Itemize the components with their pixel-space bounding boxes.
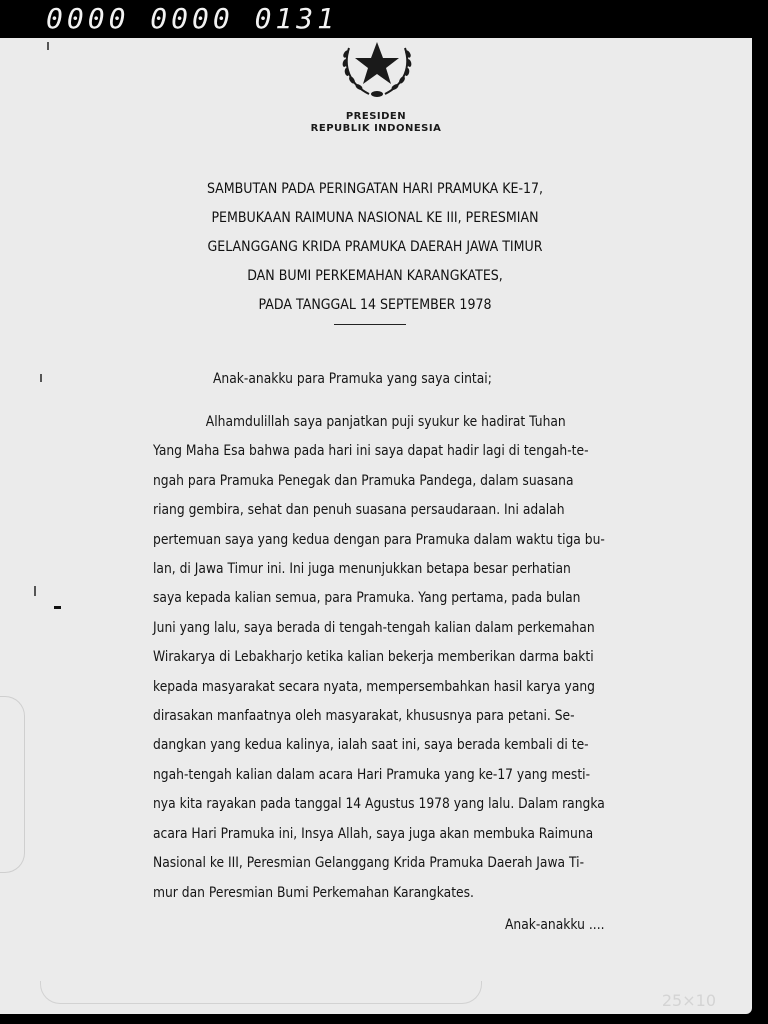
emblem-caption-line-1: PRESIDEN	[345, 111, 407, 122]
continuation-catchword: Anak-anakku ....	[505, 917, 605, 933]
emblem-caption-line-2: REPUBLIK INDONESIA	[310, 123, 442, 134]
title-underline	[334, 324, 406, 325]
document-page	[0, 38, 752, 1014]
paragraph-line: pertemuan saya yang kedua dengan para Pramuka dalam waktu tiga bu-	[153, 531, 605, 548]
paragraph-line: Yang Maha Esa bahwa pada hari ini saya dapat hadir lagi di tengah-te-	[153, 443, 589, 460]
scan-speck	[54, 606, 61, 609]
title-line: PADA TANGGAL 14 SEPTEMBER 1978	[258, 297, 492, 313]
paragraph-line: kepada masyarakat secara nyata, mempersembahkan hasil karya yang	[153, 678, 596, 695]
salutation: Anak-anakku para Pramuka yang saya cintai;	[213, 371, 492, 387]
scan-speck	[40, 374, 42, 382]
paragraph-line: acara Hari Pramuka ini, Insya Allah, saya juga akan membuka Raimuna	[153, 825, 594, 842]
faint-footer-mark: 25×10	[661, 991, 716, 1010]
title-line: DAN BUMI PERKEMAHAN KARANGKATES,	[247, 268, 503, 284]
paragraph-line: Nasional ke III, Peresmian Gelanggang Krida Pramuka Daerah Jawa Ti-	[153, 855, 585, 872]
title-line: GELANGGANG KRIDA PRAMUKA DAERAH JAWA TIMUR	[207, 239, 543, 255]
paragraph-line: ngah-tengah kalian dalam acara Hari Pramuka yang ke-17 yang mesti-	[153, 766, 591, 783]
film-frame-number: 0000 0000 0131	[46, 2, 339, 35]
paragraph-line: dirasakan manfaatnya oleh masyarakat, khususnya para petani. Se-	[153, 708, 575, 725]
paragraph-line: Wirakarya di Lebakharjo ketika kalian bekerja memberikan darma bakti	[153, 649, 594, 666]
paragraph-line: dangkan yang kedua kalinya, ialah saat ini, saya berada kembali di te-	[153, 737, 589, 754]
paragraph-line: lan, di Jawa Timur ini. Ini juga menunjukkan betapa besar perhatian	[153, 561, 571, 578]
page-curl	[0, 696, 25, 873]
paragraph-line: mur dan Peresmian Bumi Perkemahan Karangkates.	[153, 884, 474, 901]
paragraph-line: nya kita rayakan pada tanggal 14 Agustus 1978 yang lalu. Dalam rangka	[153, 796, 605, 813]
title-line: PEMBUKAAN RAIMUNA NASIONAL KE III, PERESMIAN	[211, 210, 539, 226]
scan-speck	[47, 42, 49, 50]
paragraph-line: riang gembira, sehat dan penuh suasana persaudaraan. Ini adalah	[153, 502, 565, 519]
scan-speck	[34, 586, 36, 596]
title-line: SAMBUTAN PADA PERINGATAN HARI PRAMUKA KE-17,	[206, 181, 544, 197]
garuda-star-emblem-icon	[335, 38, 419, 100]
paragraph-line: Juni yang lalu, saya berada di tengah-tengah kalian dalam perkemahan	[153, 619, 595, 636]
paragraph-line: ngah para Pramuka Penegak dan Pramuka Pandega, dalam suasana	[153, 472, 574, 489]
paragraph-line: saya kepada kalian semua, para Pramuka. Yang pertama, pada bulan	[153, 590, 581, 607]
body-paragraph	[153, 408, 605, 908]
document-title	[155, 175, 596, 320]
paragraph-line: Alhamdulillah saya panjatkan puji syukur ke hadirat Tuhan	[205, 414, 566, 430]
page-curl-bottom	[40, 981, 482, 1004]
